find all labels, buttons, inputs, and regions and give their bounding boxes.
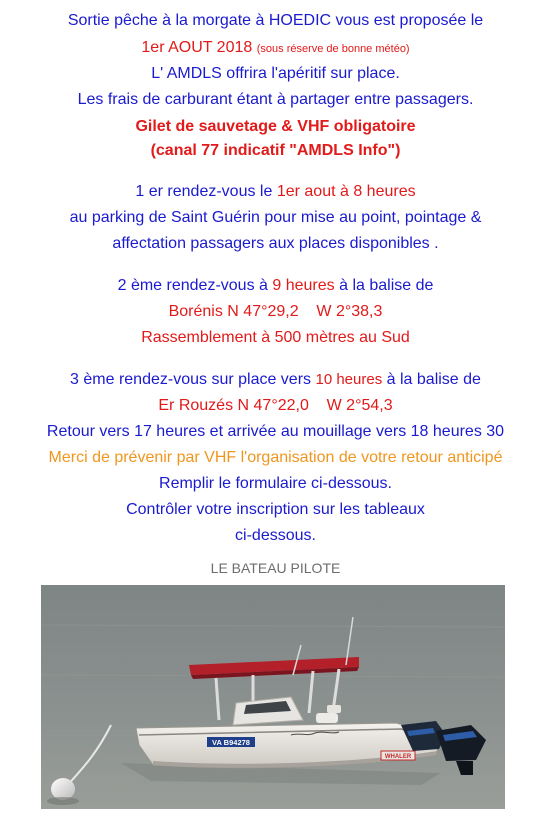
check-instruction-1: Contrôler votre inscription sur les tableaux [126, 501, 425, 518]
pilot-boat-photo [41, 585, 505, 809]
rdv2-time: 9 heures [272, 277, 335, 294]
intro-date-line [0, 38, 551, 59]
weather-note: (sous réserve de bonne météo) [256, 43, 410, 55]
safety-requirement: Gilet de sauvetage & VHF obligatoire [135, 118, 416, 135]
aperitif-line: L' AMDLS offrira l'apéritif sur place. [151, 65, 400, 82]
fuel-cost-line: Les frais de carburant étant à partager entre passagers. [77, 91, 474, 108]
rdv3-early-return-notice: Merci de prévenir par VHF l'organisation de votre retour anticipé [48, 449, 503, 466]
rdv3-return: Retour vers 17 heures et arrivée au mouillage vers 18 heures 30 [46, 423, 505, 440]
hull-brand: WHALER [384, 754, 412, 760]
rdv1-time: 1er aout à 8 heures [276, 183, 416, 200]
intro-line-1: Sortie pêche à la morgate à HOEDIC vous est proposée le [67, 12, 484, 29]
radio-channel: (canal 77 indicatif "AMDLS Info") [150, 142, 401, 159]
rdv1-line-2: au parking de Saint Guérin pour mise au point, pointage & [69, 209, 482, 226]
outing-date: 1er AOUT 2018 [141, 39, 253, 56]
rdv2-prefix: 2 ème rendez-vous à [117, 277, 268, 294]
rdv3-line-1 [0, 370, 551, 390]
rdv3-prefix: 3 ème rendez-vous sur place vers [70, 371, 312, 388]
rdv2-position: Borénis N 47°29,2 W 2°38,3 [168, 303, 383, 320]
rdv2-line-1 [0, 276, 551, 296]
rdv3-suffix: à la balise de [386, 371, 481, 388]
rdv1-line-1 [0, 182, 551, 202]
rdv3-position: Er Rouzés N 47°22,0 W 2°54,3 [158, 397, 393, 414]
check-instruction-2: ci-dessous. [235, 527, 316, 544]
rdv1-line-3: affectation passagers aux places disponibles . [112, 235, 439, 252]
hull-registration: VA B94278 [212, 738, 250, 747]
rdv2-suffix: à la balise de [339, 277, 434, 294]
rdv3-time: 10 heures [315, 371, 383, 388]
form-instruction: Remplir le formulaire ci-dessous. [159, 475, 392, 492]
photo-caption: LE BATEAU PILOTE [210, 560, 341, 576]
rdv1-prefix: 1 er rendez-vous le [135, 183, 273, 200]
rdv2-gathering: Rassemblement à 500 mètres au Sud [141, 329, 410, 346]
